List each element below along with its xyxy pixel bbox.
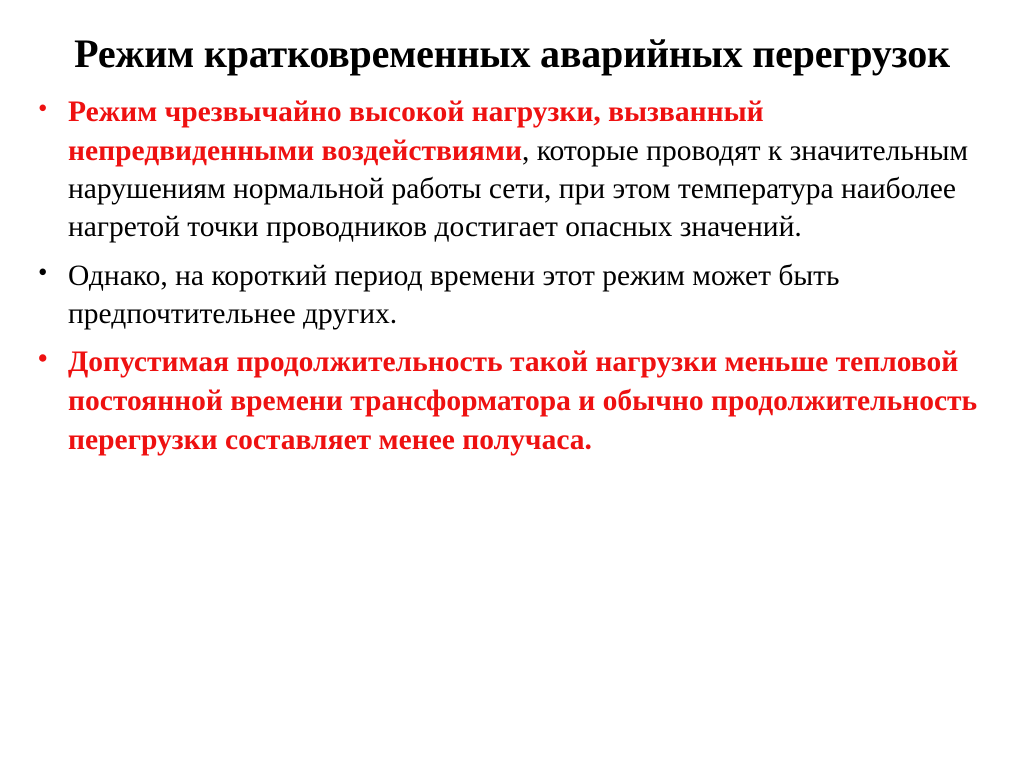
bullet-1-emphasis: Режим чрезвычайно высокой нагрузки, вызванный непредвиденными воздействиями	[68, 96, 764, 167]
list-item	[22, 343, 1002, 460]
list-item	[22, 93, 1002, 246]
bullet-2-text: Однако, на короткий период времени этот режим может быть предпочтительнее других.	[68, 259, 840, 330]
bullet-3-text: Допустимая продолжительность такой нагрузки меньше тепловой постоянной времени трансформатора и обычно продолжительность перегрузки составляет менее получаса.	[68, 346, 978, 457]
list-item	[22, 257, 1002, 334]
bullet-list	[0, 77, 1024, 460]
bullet-1-text: , которые проводят к значительным нарушениям нормальной работы сети, при этом температура наиболее нагретой точки проводников достигает опасных значений.	[68, 134, 969, 244]
page-title: Режим кратковременных аварийных перегрузок	[74, 31, 950, 76]
